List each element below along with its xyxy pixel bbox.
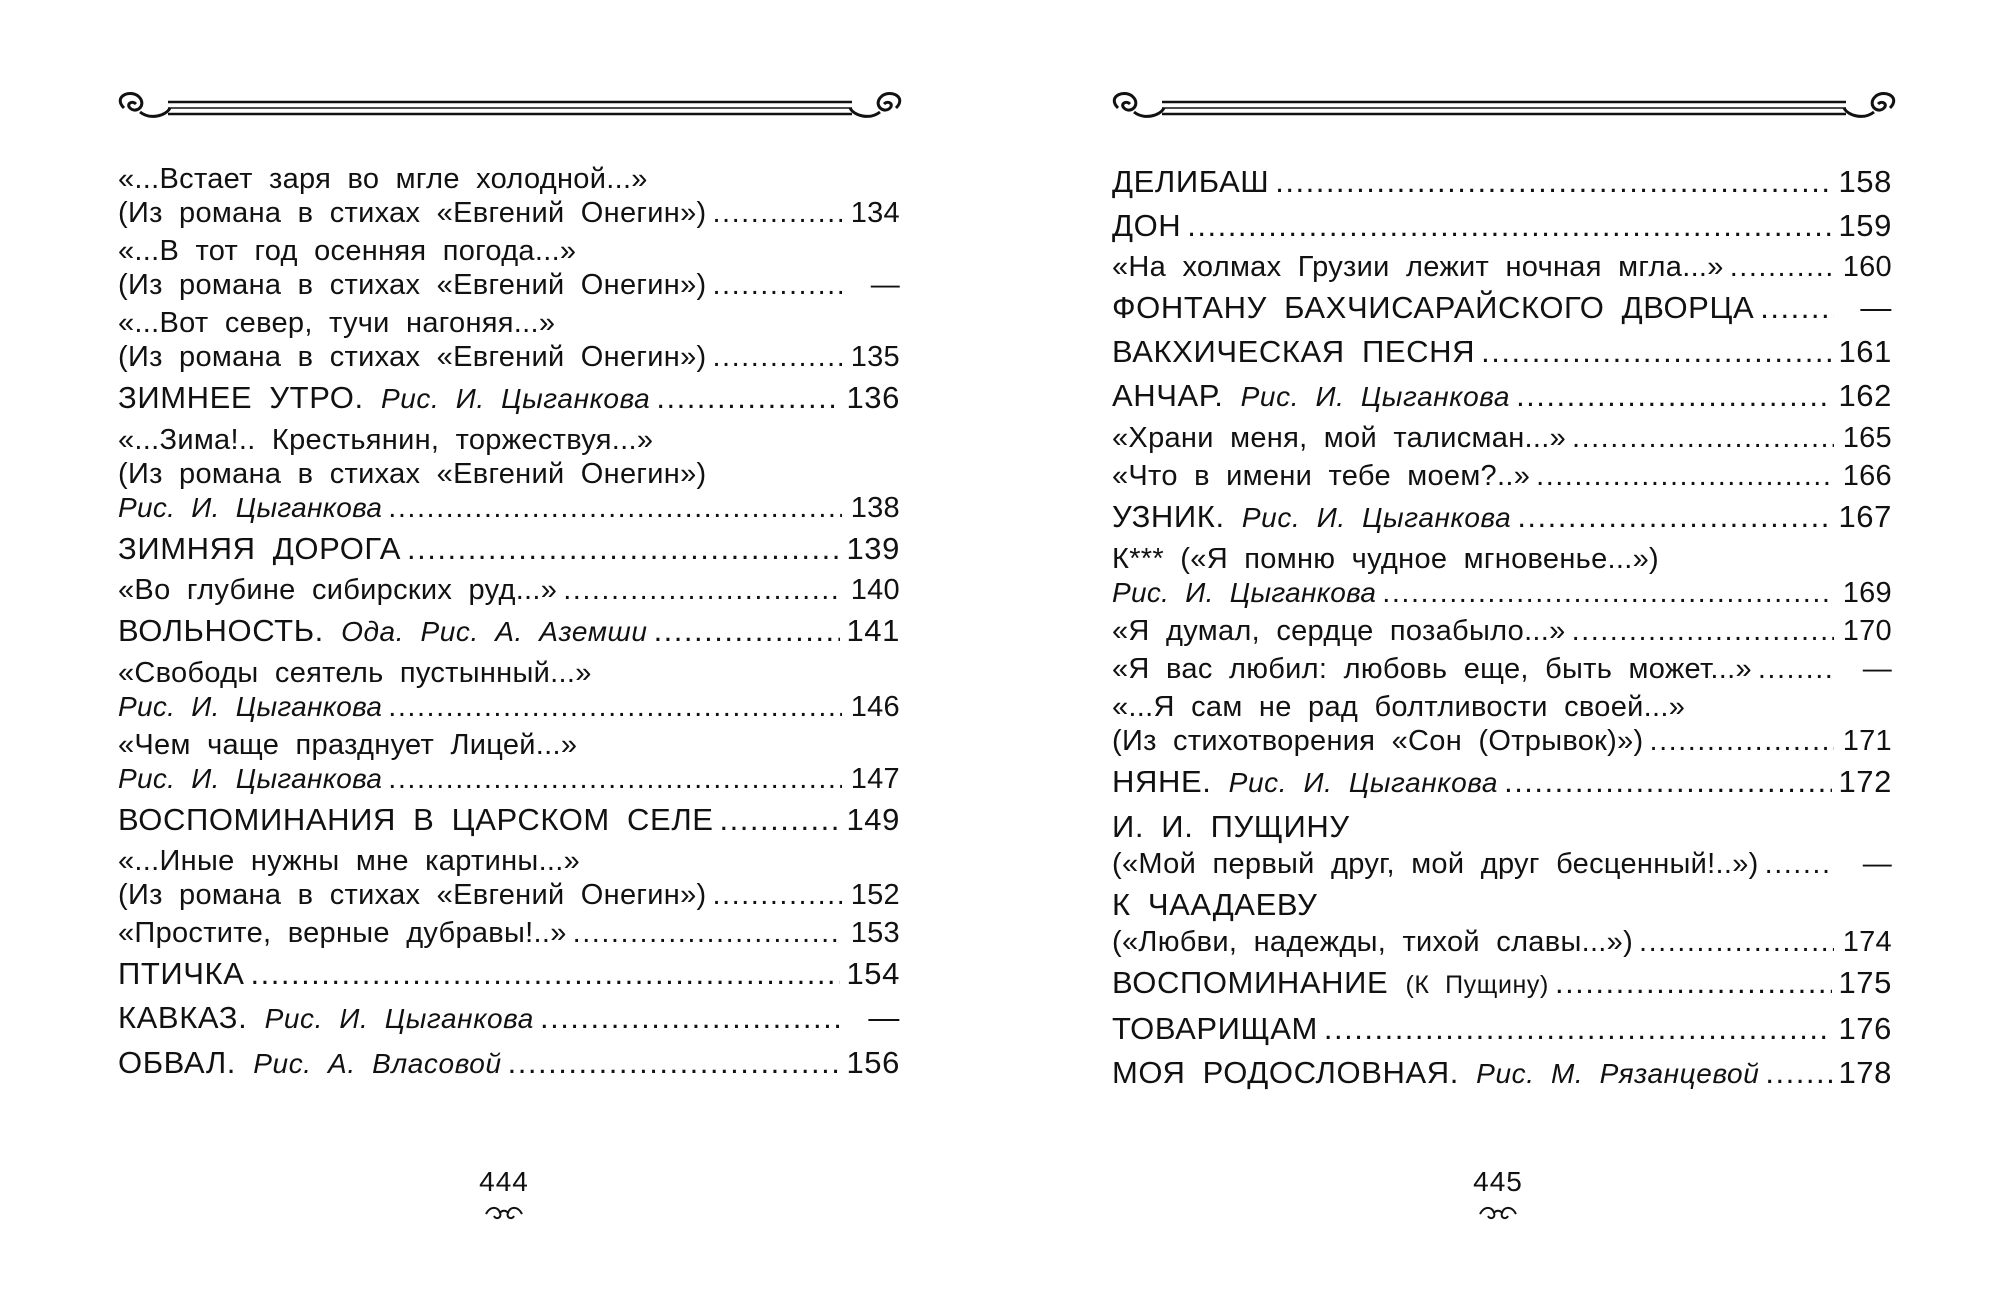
right-page bbox=[1112, 0, 1892, 1296]
toc-illustrator: Рис. И. Цыганкова bbox=[118, 691, 383, 722]
toc-title bbox=[1112, 652, 1752, 686]
toc-title-text: ЗИМНЕЕ УТРО. bbox=[118, 380, 364, 415]
toc-entry bbox=[118, 728, 900, 796]
toc-subtitle: (К Пущину) bbox=[1405, 971, 1549, 999]
toc-title-text: ПТИЧКА bbox=[118, 956, 245, 991]
toc-title-text: «Храни меня, мой талисман...» bbox=[1112, 422, 1567, 454]
toc-title-text: ВОЛЬНОСТЬ. bbox=[118, 613, 324, 648]
toc-line bbox=[1112, 576, 1892, 610]
toc-line bbox=[118, 728, 900, 762]
toc-title bbox=[1112, 724, 1644, 758]
toc-line bbox=[1112, 206, 1892, 246]
toc-entry bbox=[1112, 250, 1892, 284]
toc-leader-dots bbox=[1572, 614, 1834, 648]
toc-page-number[interactable]: — bbox=[1862, 848, 1892, 880]
toc-page-number[interactable]: 171 bbox=[1842, 725, 1892, 757]
toc-page-number[interactable]: 141 bbox=[846, 613, 900, 648]
toc-title bbox=[1112, 690, 1685, 724]
toc-entry bbox=[118, 998, 900, 1039]
toc-title-text: МОЯ РОДОСЛОВНАЯ. bbox=[1112, 1055, 1459, 1090]
toc-leader-dots bbox=[1572, 421, 1834, 455]
toc-title bbox=[118, 878, 706, 912]
toc-illustrator: Ода. Рис. А. Аземши bbox=[341, 616, 648, 647]
toc-leader-dots bbox=[1758, 652, 1834, 686]
toc-leader-dots bbox=[508, 1043, 841, 1083]
toc-illustrator: Рис. И. Цыганкова bbox=[1112, 577, 1377, 608]
toc-entry bbox=[1112, 421, 1892, 455]
toc-leader-dots bbox=[540, 998, 842, 1038]
toc-entry bbox=[1112, 376, 1892, 417]
toc-title bbox=[118, 529, 401, 569]
toc-leader-dots bbox=[251, 954, 841, 994]
toc-page-number[interactable]: 167 bbox=[1838, 499, 1892, 534]
toc-page-number[interactable]: 166 bbox=[1842, 460, 1892, 492]
toc-leader-dots bbox=[1382, 576, 1834, 610]
toc-page-number[interactable]: — bbox=[1862, 653, 1892, 685]
toc-leader-dots bbox=[573, 916, 842, 950]
toc-title bbox=[1112, 963, 1549, 1005]
toc-title-text: НЯНЕ. bbox=[1112, 764, 1212, 799]
toc-leader-dots bbox=[563, 573, 842, 607]
toc-title bbox=[118, 690, 382, 724]
toc-entry bbox=[118, 423, 900, 525]
toc-title-text: (Из романа в стихах «Евгений Онегин») bbox=[118, 458, 707, 490]
toc-entry bbox=[1112, 652, 1892, 686]
toc-page-number[interactable]: 136 bbox=[846, 380, 900, 415]
toc-leader-dots bbox=[720, 800, 841, 840]
toc-leader-dots bbox=[388, 690, 842, 724]
toc-line bbox=[1112, 807, 1892, 847]
toc-title bbox=[118, 954, 245, 994]
toc-title-text: К ЧААДАЕВУ bbox=[1112, 887, 1318, 922]
toc-title bbox=[118, 916, 567, 950]
toc-page-number[interactable]: 158 bbox=[1838, 164, 1892, 199]
toc-page-number[interactable]: 153 bbox=[850, 917, 900, 949]
toc-line bbox=[1112, 250, 1892, 284]
toc-title-text: «Во глубине сибирских руд...» bbox=[118, 574, 558, 606]
toc-line bbox=[118, 423, 900, 457]
toc-line bbox=[118, 800, 900, 840]
toc-title-text: И. И. ПУЩИНУ bbox=[1112, 809, 1350, 844]
toc-page-number[interactable]: 156 bbox=[846, 1045, 900, 1080]
toc-line bbox=[118, 234, 900, 268]
toc-title-text: ВОСПОМИНАНИЯ В ЦАРСКОМ СЕЛЕ bbox=[118, 802, 714, 837]
toc-title bbox=[118, 1043, 502, 1084]
toc-leader-dots bbox=[407, 529, 840, 569]
toc-title-text: «...Иные нужны мне картины...» bbox=[118, 845, 581, 877]
toc-title-text: «Я думал, сердце позабыло...» bbox=[1112, 615, 1566, 647]
toc-leader-dots bbox=[1639, 925, 1834, 959]
toc-page-number[interactable]: 138 bbox=[850, 492, 900, 524]
toc-title bbox=[1112, 206, 1181, 246]
toc-page-number[interactable]: 174 bbox=[1842, 926, 1892, 958]
toc-leader-dots bbox=[1517, 497, 1832, 537]
toc-title-text: «Чем чаще празднует Лицей...» bbox=[118, 729, 578, 761]
toc-title-text: ЗИМНЯЯ ДОРОГА bbox=[118, 531, 402, 566]
toc-leader-dots bbox=[1536, 459, 1834, 493]
toc-title-text: («Любви, надежды, тихой славы...») bbox=[1112, 926, 1634, 958]
toc-entry bbox=[118, 529, 900, 569]
toc-title bbox=[118, 162, 648, 196]
toc-title-text: «...Я сам не рад болтливости своей...» bbox=[1112, 691, 1686, 723]
toc-title bbox=[118, 656, 592, 690]
toc-line bbox=[1112, 542, 1892, 576]
toc-title-text: УЗНИК. bbox=[1112, 499, 1225, 534]
toc-entry bbox=[118, 656, 900, 724]
toc-illustrator: Рис. М. Рязанцевой bbox=[1476, 1058, 1760, 1089]
toc-line bbox=[118, 656, 900, 690]
toc-entry bbox=[118, 1043, 900, 1084]
toc-line bbox=[1112, 762, 1892, 803]
toc-line bbox=[1112, 614, 1892, 648]
toc-page-number[interactable]: 152 bbox=[850, 879, 900, 911]
toc-title-text: «Я вас любил: любовь еще, быть может...» bbox=[1112, 653, 1752, 685]
toc-line bbox=[118, 573, 900, 607]
toc-page-number[interactable]: — bbox=[870, 269, 900, 301]
toc-entry bbox=[1112, 885, 1892, 959]
toc-page-number[interactable]: 172 bbox=[1838, 764, 1892, 799]
toc-page-number[interactable]: 178 bbox=[1838, 1055, 1892, 1090]
toc-entry bbox=[1112, 542, 1892, 610]
toc-title-text: «...Вот север, тучи нагоняя...» bbox=[118, 307, 556, 339]
toc-illustrator: Рис. И. Цыганкова bbox=[380, 383, 651, 414]
toc-illustrator: Рис. И. Цыганкова bbox=[264, 1003, 534, 1034]
toc-right bbox=[1112, 162, 1892, 1098]
toc-title-text: (Из романа в стихах «Евгений Онегин») bbox=[118, 879, 707, 911]
toc-leader-dots bbox=[712, 268, 842, 302]
toc-line bbox=[118, 457, 900, 491]
toc-leader-dots bbox=[1730, 250, 1834, 284]
toc-title bbox=[118, 611, 648, 652]
toc-title-text: «...В тот год осенняя погода...» bbox=[118, 235, 577, 267]
header-ornament-icon bbox=[110, 86, 910, 130]
toc-entry bbox=[118, 306, 900, 374]
toc-entry bbox=[118, 800, 900, 840]
toc-line bbox=[118, 954, 900, 994]
toc-entry bbox=[1112, 459, 1892, 493]
toc-illustrator: Рис. А. Власовой bbox=[253, 1048, 502, 1079]
footer-ornament-icon bbox=[1476, 1204, 1520, 1222]
toc-leader-dots bbox=[712, 878, 842, 912]
toc-title bbox=[1112, 497, 1511, 538]
toc-title bbox=[118, 998, 534, 1039]
toc-line bbox=[1112, 288, 1892, 328]
toc-page-number[interactable]: 170 bbox=[1842, 615, 1892, 647]
toc-entry bbox=[1112, 1053, 1892, 1094]
toc-line bbox=[118, 611, 900, 652]
toc-page-number[interactable]: 134 bbox=[850, 197, 900, 229]
toc-illustrator: Рис. И. Цыганкова bbox=[1241, 502, 1512, 533]
toc-leader-dots bbox=[1765, 1053, 1832, 1093]
toc-title bbox=[118, 306, 555, 340]
toc-leader-dots bbox=[1504, 762, 1832, 802]
toc-line bbox=[1112, 885, 1892, 925]
toc-page-number[interactable]: — bbox=[868, 1000, 900, 1035]
toc-title bbox=[118, 268, 706, 302]
toc-title-text: «...Встает заря во мгле холодной...» bbox=[118, 163, 648, 195]
toc-leader-dots bbox=[656, 378, 840, 418]
toc-title bbox=[118, 378, 650, 419]
toc-page-number[interactable]: 175 bbox=[1838, 965, 1892, 1000]
toc-line bbox=[1112, 162, 1892, 202]
toc-title bbox=[1112, 925, 1633, 959]
toc-title bbox=[118, 423, 653, 457]
toc-line bbox=[1112, 1053, 1892, 1094]
toc-leader-dots bbox=[1481, 332, 1832, 372]
toc-leader-dots bbox=[712, 196, 842, 230]
toc-entry bbox=[1112, 288, 1892, 328]
toc-line bbox=[118, 998, 900, 1039]
toc-line bbox=[118, 1043, 900, 1084]
toc-page-number[interactable]: 146 bbox=[850, 691, 900, 723]
toc-page-number[interactable]: 147 bbox=[850, 763, 900, 795]
toc-line bbox=[118, 378, 900, 419]
toc-leader-dots bbox=[1555, 963, 1833, 1003]
toc-left bbox=[118, 162, 900, 1088]
toc-page-number[interactable]: 161 bbox=[1838, 334, 1892, 369]
toc-title-text: (Из романа в стихах «Евгений Онегин») bbox=[118, 341, 707, 373]
toc-line bbox=[118, 340, 900, 374]
toc-line bbox=[118, 491, 900, 525]
toc-title bbox=[118, 762, 382, 796]
toc-line bbox=[1112, 847, 1892, 881]
page-number: 445 bbox=[1473, 1166, 1523, 1197]
toc-entry bbox=[1112, 497, 1892, 538]
toc-line bbox=[1112, 690, 1892, 724]
toc-line bbox=[118, 916, 900, 950]
toc-title-text: ВОСПОМИНАНИЕ bbox=[1112, 965, 1389, 1000]
toc-title bbox=[118, 340, 706, 374]
toc-title bbox=[118, 800, 714, 840]
toc-entry bbox=[118, 844, 900, 912]
toc-entry bbox=[1112, 963, 1892, 1005]
toc-title-text: ДЕЛИБАШ bbox=[1112, 164, 1270, 199]
toc-leader-dots bbox=[712, 340, 842, 374]
toc-entry bbox=[1112, 690, 1892, 758]
toc-title bbox=[118, 457, 706, 491]
toc-line bbox=[118, 529, 900, 569]
toc-title bbox=[1112, 250, 1724, 284]
toc-title bbox=[118, 491, 382, 525]
toc-entry bbox=[1112, 162, 1892, 202]
toc-title-text: АНЧАР. bbox=[1112, 378, 1224, 413]
toc-title bbox=[1112, 847, 1759, 881]
toc-leader-dots bbox=[1324, 1009, 1833, 1049]
toc-page-number[interactable]: 149 bbox=[846, 802, 900, 837]
toc-page-number[interactable]: 135 bbox=[850, 341, 900, 373]
toc-title-text: (Из романа в стихах «Евгений Онегин») bbox=[118, 197, 707, 229]
toc-line bbox=[1112, 652, 1892, 686]
toc-leader-dots bbox=[1650, 724, 1834, 758]
left-page bbox=[118, 0, 900, 1296]
toc-line bbox=[1112, 1009, 1892, 1049]
toc-entry bbox=[1112, 206, 1892, 246]
toc-line bbox=[118, 690, 900, 724]
toc-title bbox=[1112, 807, 1350, 847]
header-ornament-icon bbox=[1104, 86, 1904, 130]
toc-title-text: ОБВАЛ. bbox=[118, 1045, 237, 1080]
toc-entry bbox=[1112, 332, 1892, 372]
toc-leader-dots bbox=[1187, 206, 1832, 246]
toc-line bbox=[1112, 724, 1892, 758]
toc-leader-dots bbox=[1516, 376, 1832, 416]
toc-title-text: («Мой первый друг, мой друг бесценный!..») bbox=[1112, 848, 1759, 880]
toc-title bbox=[1112, 542, 1659, 576]
toc-leader-dots bbox=[1765, 847, 1834, 881]
toc-line bbox=[1112, 376, 1892, 417]
toc-title-text: К*** («Я помню чудное мгновенье...») bbox=[1112, 543, 1659, 575]
toc-title-text: КАВКАЗ. bbox=[118, 1000, 248, 1035]
toc-title bbox=[1112, 376, 1510, 417]
page-number: 444 bbox=[479, 1166, 529, 1197]
toc-title bbox=[1112, 762, 1498, 803]
toc-page-number[interactable]: 176 bbox=[1838, 1011, 1892, 1046]
toc-title bbox=[1112, 288, 1754, 328]
toc-page-number[interactable]: 140 bbox=[850, 574, 900, 606]
toc-title bbox=[1112, 614, 1566, 648]
toc-leader-dots bbox=[388, 491, 842, 525]
toc-title bbox=[1112, 576, 1376, 610]
toc-title-text: «Свободы сеятель пустынный...» bbox=[118, 657, 592, 689]
toc-leader-dots bbox=[1275, 162, 1832, 202]
toc-line bbox=[1112, 925, 1892, 959]
toc-leader-dots bbox=[654, 611, 841, 651]
toc-title bbox=[1112, 332, 1475, 372]
toc-entry bbox=[118, 954, 900, 994]
toc-illustrator: Рис. И. Цыганкова bbox=[1228, 767, 1499, 798]
toc-page-number[interactable]: 154 bbox=[846, 956, 900, 991]
toc-line bbox=[118, 762, 900, 796]
toc-title bbox=[118, 234, 576, 268]
toc-line bbox=[118, 878, 900, 912]
toc-page-number[interactable]: 165 bbox=[1842, 422, 1892, 454]
toc-line bbox=[118, 844, 900, 878]
toc-title-text: (Из романа в стихах «Евгений Онегин») bbox=[118, 269, 707, 301]
toc-title bbox=[118, 196, 706, 230]
toc-entry bbox=[118, 378, 900, 419]
toc-title bbox=[1112, 459, 1530, 493]
toc-title-text: «На холмах Грузии лежит ночная мгла...» bbox=[1112, 251, 1724, 283]
toc-line bbox=[118, 162, 900, 196]
toc-title-text: ТОВАРИЩАМ bbox=[1112, 1011, 1318, 1046]
toc-title-text: ФОНТАНУ БАХЧИСАРАЙСКОГО ДВОРЦА bbox=[1112, 290, 1755, 325]
toc-title bbox=[118, 844, 580, 878]
toc-line bbox=[1112, 332, 1892, 372]
toc-entry bbox=[118, 162, 900, 230]
toc-entry bbox=[1112, 807, 1892, 881]
toc-page-number[interactable]: 169 bbox=[1842, 577, 1892, 609]
toc-line bbox=[118, 306, 900, 340]
toc-entry bbox=[1112, 1009, 1892, 1049]
toc-page-number[interactable]: 139 bbox=[846, 531, 900, 566]
toc-leader-dots bbox=[1760, 288, 1834, 328]
toc-page-number[interactable]: 159 bbox=[1838, 208, 1892, 243]
toc-title-text: «Простите, верные дубравы!..» bbox=[118, 917, 567, 949]
toc-title-text: «...Зима!.. Крестьянин, торжествуя...» bbox=[118, 424, 654, 456]
toc-title-text: «Что в имени тебе моем?..» bbox=[1112, 460, 1531, 492]
toc-illustrator: Рис. И. Цыганкова bbox=[118, 763, 383, 794]
toc-title bbox=[1112, 1053, 1759, 1094]
toc-line bbox=[118, 196, 900, 230]
toc-title bbox=[1112, 162, 1269, 202]
toc-title bbox=[1112, 885, 1317, 925]
toc-title bbox=[1112, 421, 1566, 455]
toc-leader-dots bbox=[388, 762, 842, 796]
toc-entry bbox=[118, 916, 900, 950]
toc-page-number[interactable]: 162 bbox=[1838, 378, 1892, 413]
toc-line bbox=[1112, 497, 1892, 538]
toc-entry bbox=[1112, 614, 1892, 648]
toc-line bbox=[1112, 963, 1892, 1005]
toc-line bbox=[1112, 421, 1892, 455]
toc-line bbox=[118, 268, 900, 302]
toc-page-number[interactable]: 160 bbox=[1842, 251, 1892, 283]
toc-illustrator: Рис. И. Цыганкова bbox=[118, 492, 383, 523]
toc-entry bbox=[118, 611, 900, 652]
footer-ornament-icon bbox=[482, 1204, 526, 1222]
toc-line bbox=[1112, 459, 1892, 493]
toc-entry bbox=[118, 234, 900, 302]
toc-title bbox=[1112, 1009, 1318, 1049]
toc-entry bbox=[1112, 762, 1892, 803]
toc-title-text: ДОН bbox=[1112, 208, 1182, 243]
toc-illustrator: Рис. И. Цыганкова bbox=[1240, 381, 1511, 412]
toc-page-number[interactable]: — bbox=[1860, 290, 1892, 325]
toc-entry bbox=[118, 573, 900, 607]
toc-title bbox=[118, 573, 557, 607]
toc-title-text: (Из стихотворения «Сон (Отрывок)») bbox=[1112, 725, 1644, 757]
toc-title bbox=[118, 728, 577, 762]
toc-title-text: ВАКХИЧЕСКАЯ ПЕСНЯ bbox=[1112, 334, 1476, 369]
